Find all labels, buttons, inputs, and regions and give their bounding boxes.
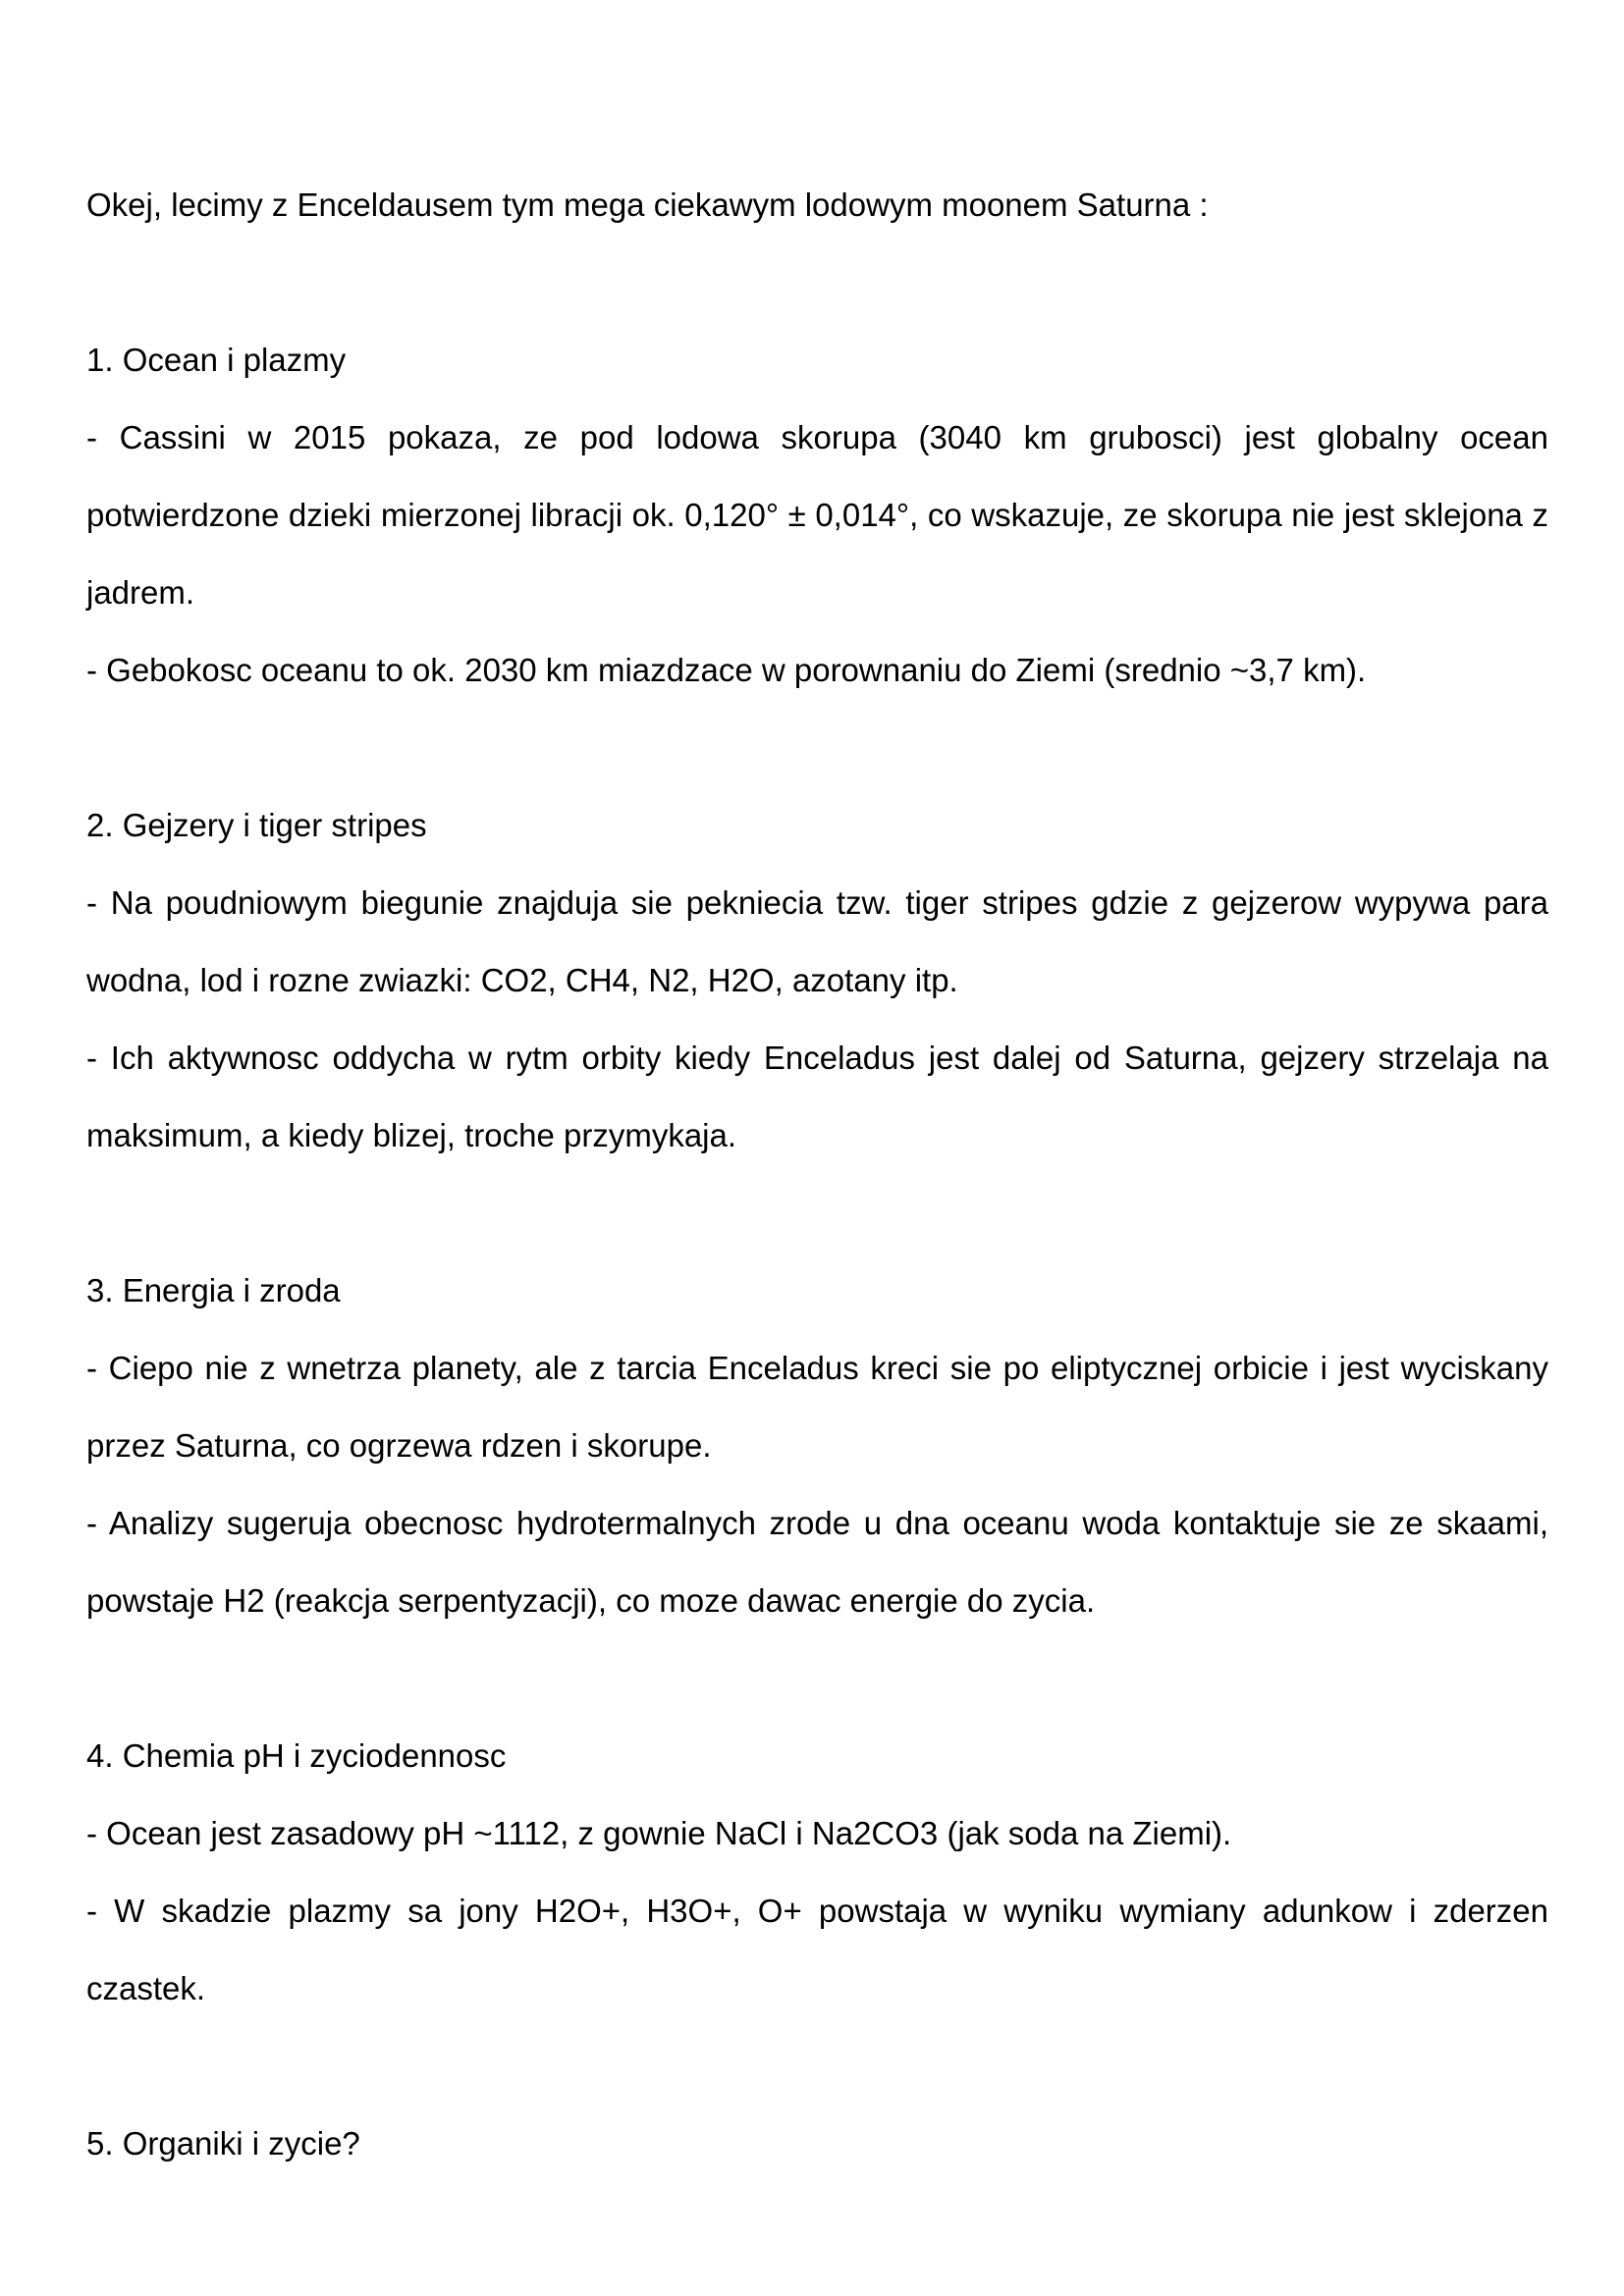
- bullet-chemistry-ph: - Ocean jest zasadowy pH ~1112, z gownie NaCl i Na2CO3 (jak soda na Ziemi).: [86, 1815, 1232, 1851]
- bullet-geysers-activity: - Ich aktywnosc oddycha w rytm orbity kiedy Enceladus jest dalej od Saturna, gejzery strzelaja na maksimum, a kiedy blizej, troche przymykaja.: [86, 1040, 1548, 1153]
- section-heading-geysers: 2. Gejzery i tiger stripes: [86, 807, 427, 843]
- spacer: [86, 1639, 1548, 1717]
- bullet-ocean-crust: - Cassini w 2015 pokaza, ze pod lodowa skorupa (3040 km grubosci) jest globalny ocean potwierdzone dzieki mierzonej libracji ok. 0,120° ± 0,014°, co wskazuje, ze skorupa nie jest sklejona z jadrem.: [86, 419, 1548, 611]
- section-heading-ocean: 1. Ocean i plazmy: [86, 342, 347, 378]
- bullet-energy-tidal: - Ciepo nie z wnetrza planety, ale z tarcia Enceladus kreci sie po eliptycznej orbicie i jest wyciskany przez Saturna, co ogrzewa rdzen i skorupe.: [86, 1350, 1548, 1464]
- document-body: [86, 166, 1548, 2182]
- spacer: [86, 2027, 1548, 2105]
- intro-paragraph: Okej, lecimy z Enceldausem tym mega ciekawym lodowym moonem Saturna :: [86, 187, 1209, 223]
- section-heading-energy: 3. Energia i zroda: [86, 1272, 341, 1308]
- spacer: [86, 1174, 1548, 1252]
- spacer: [86, 243, 1548, 321]
- bullet-energy-hydrothermal: - Analizy sugeruja obecnosc hydrotermalnych zrode u dna oceanu woda kontaktuje sie ze skaami, powstaje H2 (reakcja serpentyzacji), co moze dawac energie do zycia.: [86, 1505, 1548, 1619]
- bullet-chemistry-ions: - W skadzie plazmy sa jony H2O+, H3O+, O+ powstaja w wyniku wymiany adunkow i zderzen czastek.: [86, 1893, 1548, 2006]
- section-heading-organics: 5. Organiki i zycie?: [86, 2125, 360, 2162]
- section-heading-chemistry: 4. Chemia pH i zyciodennosc: [86, 1737, 507, 1774]
- bullet-geysers-stripes: - Na poudniowym biegunie znajduja sie pekniecia tzw. tiger stripes gdzie z gejzerow wypywa para wodna, lod i rozne zwiazki: CO2, CH4, N2, H2O, azotany itp.: [86, 884, 1548, 998]
- bullet-ocean-depth: - Gebokosc oceanu to ok. 2030 km miazdzace w porownaniu do Ziemi (srednio ~3,7 km).: [86, 652, 1367, 688]
- spacer: [86, 709, 1548, 786]
